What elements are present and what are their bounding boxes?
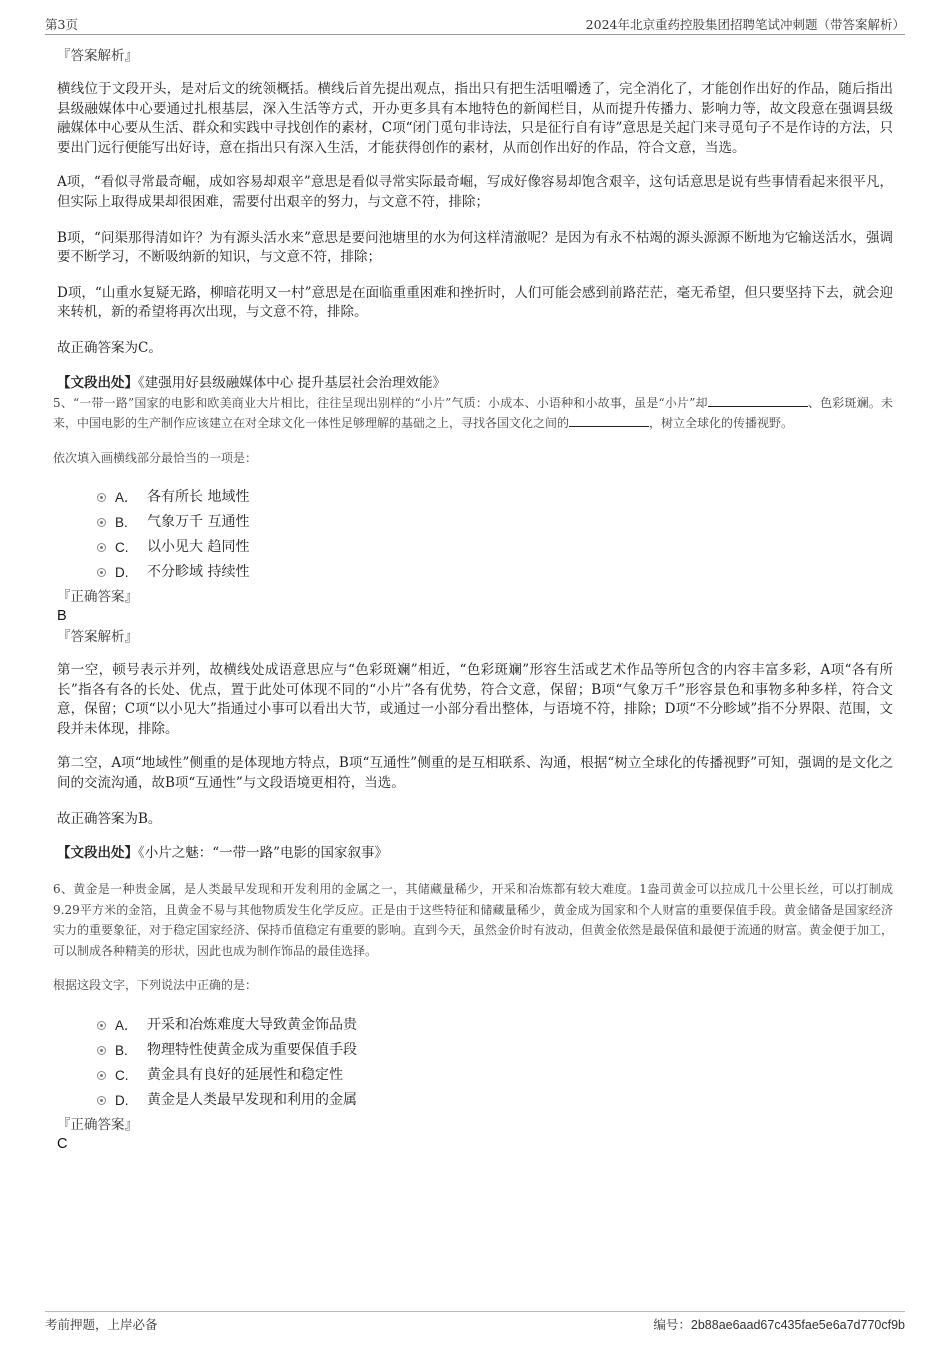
page-number: 第3页 bbox=[45, 17, 78, 32]
q5-option-a[interactable] bbox=[97, 485, 893, 510]
q5-conclusion: 故正确答案为B。 bbox=[57, 810, 162, 827]
q4-conclusion: 故正确答案为C。 bbox=[57, 339, 162, 356]
q6-option-d[interactable] bbox=[97, 1088, 893, 1113]
option-text: 气象万千 互通性 bbox=[147, 514, 250, 531]
option-letter: C. bbox=[115, 540, 129, 556]
document-code bbox=[653, 1315, 905, 1333]
q5-prompt: 依次填入画横线部分最恰当的一项是： bbox=[53, 450, 258, 465]
radio-button[interactable] bbox=[97, 1071, 106, 1080]
option-text: 黄金是人类最早发现和利用的金属 bbox=[147, 1091, 357, 1108]
q6-option-b[interactable] bbox=[97, 1038, 893, 1063]
q4-source-label: 【文段出处】 bbox=[57, 374, 138, 391]
option-letter: C. bbox=[115, 1067, 129, 1083]
option-text: 以小见大 趋同性 bbox=[147, 539, 250, 556]
q5-answer: B bbox=[57, 608, 67, 625]
q4-source bbox=[57, 373, 893, 393]
q5-analysis-para1: 第一空，顿号表示并列，故横线处成语意思应与“色彩斑斓”相近，“色彩斑斓”形容生活或艺术作品等所包含的内容丰富多彩，A项“各有所长”指各有各的长处、优点，置于此处可体现不同的“小片”各有优势，符合文意，保留；B项“气象万千”形容景色和事物多种多样，符合文意，保留；C项“以小见大”指通过小事可以看出大节，或通过一小部分看出整体，与语境不符，排除；D项“不分畛域”指不分界限、范围，文段并未体现，排除。 bbox=[57, 662, 893, 737]
q5-source-text: 《小片之魅：“一带一路”电影的国家叙事》 bbox=[138, 845, 389, 862]
q5-option-b[interactable] bbox=[97, 510, 893, 535]
radio-button[interactable] bbox=[97, 1046, 106, 1055]
q6-stem: 6、黄金是一种贵金属，是人类最早发现和开发利用的金属之一，其储藏量稀少，开采和冶炼都有较大难度。1盎司黄金可以拉成几十公里长丝，可以打制成9.29平方米的金箔，且黄金不易与其他物质发生化学反应。正是由于这些特征和储藏量稀少，黄金成为国家和个人财富的重要保值手段。黄金储备是国家经济实力的重要象征，对于稳定国家经济、保持币值稳定有重要的影响。直到今天，虽然金价时有波动，但黄金依然是最保值和最便于流通的财富。黄金便于加工，可以制成各种精美的形状，因此也成为制作饰品的最佳选择。 bbox=[53, 882, 894, 958]
q5-analysis-label: 『答案解析』 bbox=[57, 629, 138, 646]
q5-analysis-para2: 第二空，A项“地域性”侧重的是体现地方特点，B项“互通性”侧重的是互相联系、沟通，根据“树立全球化的传播视野”可知，强调的是文化之间的交流沟通，故B项“互通性”与文段语境更相符，当选。 bbox=[57, 755, 893, 791]
q4-analysis-para3: B项，“问渠那得清如许？为有源头活水来”意思是要问池塘里的水为何这样清澈呢？是因为有永不枯竭的源头源源不断地为它输送活水，强调要不断学习，不断吸纳新的知识，与文意不符，排除； bbox=[57, 229, 893, 266]
q5-stem-part3: ，树立全球化的传播视野。 bbox=[649, 416, 794, 431]
code-value: 2b88ae6aad67c435fae5e6a7d770cf9b bbox=[690, 1318, 905, 1332]
q6-answer-label: 『正确答案』 bbox=[57, 1116, 138, 1133]
document-title: 2024年北京重药控股集团招聘笔试冲刺题（带答案解析） bbox=[585, 17, 905, 32]
q5-stem-part1: 5、“一带一路”国家的电影和欧美商业大片相比，往往呈现出别样的“小片”气质：小成本、小语种和小故事，虽是“小片”却 bbox=[53, 395, 708, 410]
option-text: 各有所长 地域性 bbox=[147, 489, 250, 506]
q6-options bbox=[97, 1013, 893, 1113]
q6-prompt: 根据这段文字，下列说法中正确的是： bbox=[53, 978, 258, 993]
q4-analysis-label: 『答案解析』 bbox=[57, 48, 138, 64]
q5-option-c[interactable] bbox=[97, 535, 893, 560]
option-text: 黄金具有良好的延展性和稳定性 bbox=[147, 1066, 343, 1083]
q5-blank-1 bbox=[708, 394, 808, 407]
page-content bbox=[53, 46, 894, 1153]
q4-source-text: 《建强用好县级融媒体中心 提升基层社会治理效能》 bbox=[138, 374, 447, 391]
q5-answer-label: 『正确答案』 bbox=[57, 589, 138, 606]
footer-slogan: 考前押题，上岸必备 bbox=[45, 1317, 158, 1332]
radio-button[interactable] bbox=[97, 1021, 106, 1030]
q5-source bbox=[57, 843, 893, 863]
option-letter: B. bbox=[115, 515, 128, 531]
radio-button[interactable] bbox=[97, 543, 106, 552]
radio-button[interactable] bbox=[97, 493, 106, 502]
q5-stem bbox=[53, 393, 893, 434]
q5-stem-part2: 、色彩斑斓。未来，中国电影的生产制作应该建立在对全球文化一体性足够理解的基础之上，寻找各国文化之间的 bbox=[53, 395, 893, 431]
q5-options bbox=[97, 485, 893, 585]
radio-button[interactable] bbox=[97, 1096, 106, 1105]
q4-analysis-para1: 横线位于文段开头，是对后文的统领概括。横线后首先提出观点，指出只有把生活咀嚼透了，完全消化了，才能创作出好的作品，随后指出县级融媒体中心要通过扎根基层，深入生活等方式，开办更多具有本地特色的新闻栏目，从而提升传播力、影响力等，故文段意在强调县级融媒体中心要从生活、群众和实践中寻找创作的素材，C项“闭门觅句非诗法，只是征行自有诗”意思是关起门来寻觅句子不是作诗的方法，只要出门远行便能写出好诗，意在指出只有深入生活，才能获得创作的素材，从而创作出好的作品，符合文意，当选。 bbox=[57, 81, 893, 156]
q6-option-a[interactable] bbox=[97, 1013, 893, 1038]
q6-answer: C bbox=[57, 1135, 68, 1152]
code-label: 编号： bbox=[653, 1317, 691, 1332]
q5-option-d[interactable] bbox=[97, 560, 893, 585]
radio-button[interactable] bbox=[97, 568, 106, 577]
q5-blank-2 bbox=[569, 414, 649, 427]
option-letter: A． bbox=[115, 490, 138, 506]
option-text: 不分畛域 持续性 bbox=[147, 564, 250, 581]
q4-analysis-para2: A项，“看似寻常最奇崛，成如容易却艰辛”意思是看似寻常实际最奇崛，写成好像容易却饱含艰辛，这句话意思是说有些事情看起来很平凡，但实际上取得成果却很困难，需要付出艰辛的努力，与文意不符，排除； bbox=[57, 174, 893, 210]
q5-source-label: 【文段出处】 bbox=[57, 845, 138, 862]
option-text: 开采和冶炼难度大导致黄金饰品贵 bbox=[147, 1016, 357, 1033]
page-footer bbox=[45, 1311, 905, 1332]
option-letter: D. bbox=[115, 565, 129, 581]
option-letter: A． bbox=[115, 1017, 138, 1033]
option-text: 物理特性使黄金成为重要保值手段 bbox=[147, 1041, 357, 1058]
q6-option-c[interactable] bbox=[97, 1063, 893, 1088]
option-letter: D. bbox=[115, 1092, 129, 1108]
q4-analysis-para4: D项，“山重水复疑无路，柳暗花明又一村”意思是在面临重重困难和挫折时，人们可能会感到前路茫茫，毫无希望，但只要坚持下去，就会迎来转机，新的希望将再次出现，与文意不符，排除。 bbox=[57, 284, 893, 321]
page-header bbox=[45, 12, 905, 35]
radio-button[interactable] bbox=[97, 518, 106, 527]
option-letter: B. bbox=[115, 1042, 128, 1058]
